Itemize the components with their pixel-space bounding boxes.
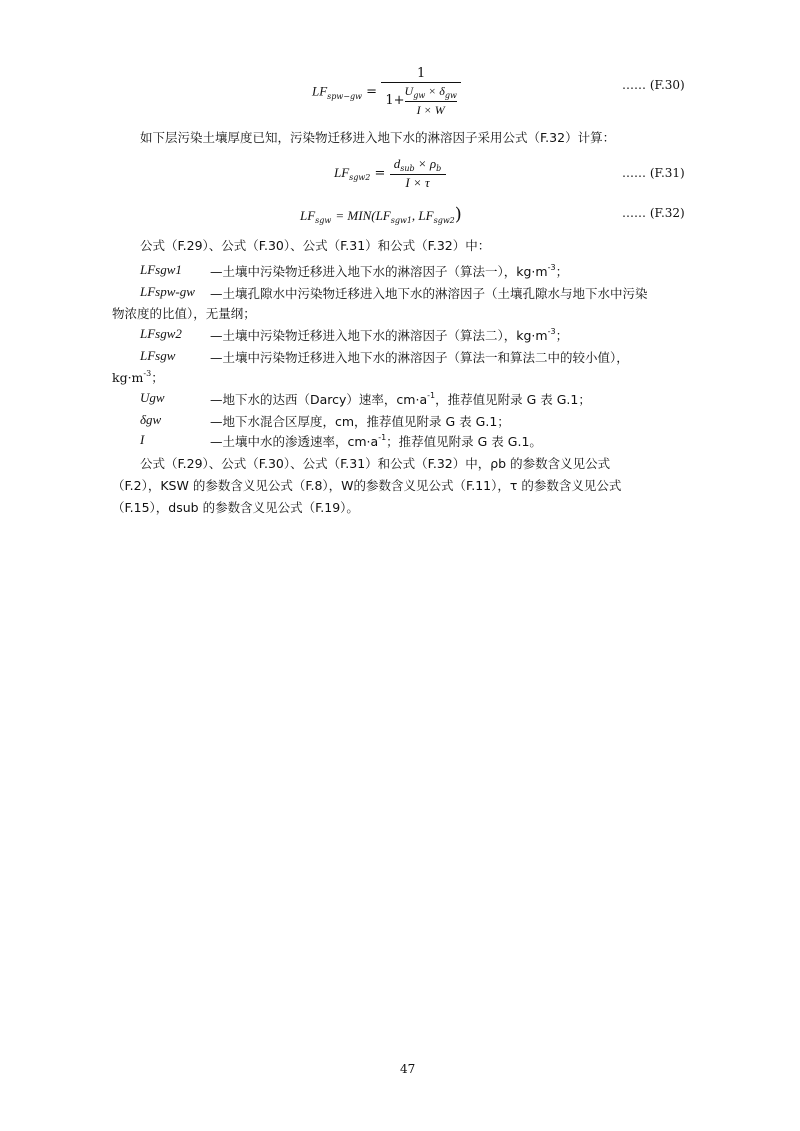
def-desc-ugw bbox=[210, 390, 591, 408]
def-desc-cont-text: kg·m bbox=[112, 370, 144, 385]
eq-f32-rhs-sub2: sgw2 bbox=[433, 216, 455, 225]
def-term-deltagw: δgw bbox=[140, 412, 162, 427]
def-desc-tail: ； bbox=[555, 328, 569, 343]
def-desc-sup: -3 bbox=[547, 263, 556, 272]
def-term-lfsgw1: LFsgw1 bbox=[140, 262, 182, 277]
def-term-ugw: Ugw bbox=[140, 390, 165, 405]
def-desc-lfsgw-cont bbox=[112, 368, 164, 386]
closing-line-3: （F.15），dsub 的参数含义见公式（F.19）。 bbox=[112, 500, 359, 515]
def-term-lfsgw2: LFsgw2 bbox=[140, 326, 182, 341]
def-desc-text: —土壤中污染物迁移进入地下水的淋溶因子（算法二），kg·m bbox=[210, 328, 548, 343]
eq-f31-equals: = bbox=[374, 166, 390, 181]
def-desc-sup: -1 bbox=[427, 391, 436, 400]
equation-f30 bbox=[312, 66, 461, 118]
eq-f31-num-b: × ρ bbox=[414, 156, 437, 171]
equation-f31 bbox=[334, 156, 446, 191]
eq-f31-lhs-sub: sgw2 bbox=[349, 173, 371, 182]
eq-f30-inner-den: I × W bbox=[416, 103, 445, 117]
eq-f32-lhs: LF bbox=[300, 208, 316, 223]
eq-f32-number: …… (F.32) bbox=[622, 206, 685, 220]
eq-f30-inner-sub2: gw bbox=[444, 91, 457, 100]
eq-f30-den-prefix: 1+ bbox=[385, 93, 405, 108]
def-term-lfspwgw: LFspw-gw bbox=[140, 284, 195, 299]
eq-f30-inner-num: U bbox=[404, 84, 414, 98]
eq-f30-inner-times: × δ bbox=[425, 84, 445, 98]
def-desc-tail: ；推荐值见附录 G 表 G.1。 bbox=[386, 434, 542, 449]
eq-f31-num-a: d bbox=[393, 156, 401, 171]
def-desc-lfsgw2 bbox=[210, 326, 568, 344]
def-desc-deltagw: —地下水混合区厚度，cm，推荐值见附录 G 表 G.1； bbox=[210, 414, 510, 429]
eq-f31-number: …… (F.31) bbox=[622, 166, 685, 180]
eq-f30-fraction bbox=[381, 66, 461, 118]
page-number: 47 bbox=[400, 1062, 416, 1076]
def-desc-text: —土壤中污染物迁移进入地下水的淋溶因子（算法一），kg·m bbox=[210, 264, 548, 279]
eq-f30-lhs-sub: spw−gw bbox=[327, 91, 362, 101]
def-desc-lfspwgw-cont: 物浓度的比值），无量纲； bbox=[112, 306, 256, 321]
eq-f30-inner-sub1: gw bbox=[413, 91, 426, 100]
eq-f31-fraction bbox=[390, 156, 446, 191]
eq-f31-denominator: I × τ bbox=[405, 175, 430, 190]
intro-text: 如下层污染土壤厚度已知，污染物迁移进入地下水的淋溶因子采用公式（F.32）计算： bbox=[140, 130, 616, 145]
eq-f32-rhs: = MIN(LF bbox=[335, 208, 391, 223]
def-desc-tail: ，推荐值见附录 G 表 G.1； bbox=[435, 392, 591, 407]
def-term-i: I bbox=[140, 432, 145, 447]
closing-line-2: （F.2），KSW 的参数含义见公式（F.8），W的参数含义见公式（F.11），τ 的参数含义见公式 bbox=[112, 478, 622, 493]
def-desc-sup: -3 bbox=[547, 327, 556, 336]
def-desc-i bbox=[210, 432, 542, 450]
eq-f32-rhs-sub1: sgw1 bbox=[390, 216, 412, 225]
def-desc-tail: ； bbox=[555, 264, 569, 279]
def-desc-lfsgw1 bbox=[210, 262, 568, 280]
def-desc-sup: -1 bbox=[378, 433, 387, 442]
eq-f32-rhs-end: ) bbox=[454, 204, 462, 225]
def-desc-cont-tail: ； bbox=[151, 370, 164, 385]
equation-f32 bbox=[300, 204, 462, 225]
def-desc-lfsgw: —土壤中污染物迁移进入地下水的淋溶因子（算法一和算法二中的较小值）， bbox=[210, 350, 629, 365]
eq-f30-number: …… (F.30) bbox=[622, 78, 685, 92]
eq-f31-lhs: LF bbox=[334, 165, 350, 180]
def-desc-cont-sup: -3 bbox=[143, 369, 152, 378]
where-line: 公式（F.29）、公式（F.30）、公式（F.31）和公式（F.32）中： bbox=[140, 238, 491, 253]
eq-f31-num-b-sub: b bbox=[436, 164, 442, 173]
eq-f32-rhs-mid: , LF bbox=[411, 208, 434, 223]
def-desc-text: —地下水的达西（Darcy）速率，cm·a bbox=[210, 392, 428, 407]
eq-f30-denominator bbox=[381, 83, 461, 118]
closing-line-1: 公式（F.29）、公式（F.30）、公式（F.31）和公式（F.32）中，ρb 的参数含义见公式 bbox=[140, 456, 611, 471]
def-term-lfsgw: LFsgw bbox=[140, 348, 176, 363]
eq-f30-inner-fraction bbox=[405, 83, 457, 118]
eq-f30-lhs: LF bbox=[312, 83, 328, 99]
eq-f30-equals: = bbox=[366, 84, 382, 100]
def-desc-lfspwgw: —土壤孔隙水中污染物迁移进入地下水的淋溶因子（土壤孔隙水与地下水中污染 bbox=[210, 286, 648, 301]
eq-f31-num-a-sub: sub bbox=[400, 164, 415, 173]
def-desc-text: —土壤中水的渗透速率，cm·a bbox=[210, 434, 379, 449]
eq-f30-numerator: 1 bbox=[416, 66, 426, 81]
eq-f32-lhs-sub: sgw bbox=[315, 216, 332, 225]
